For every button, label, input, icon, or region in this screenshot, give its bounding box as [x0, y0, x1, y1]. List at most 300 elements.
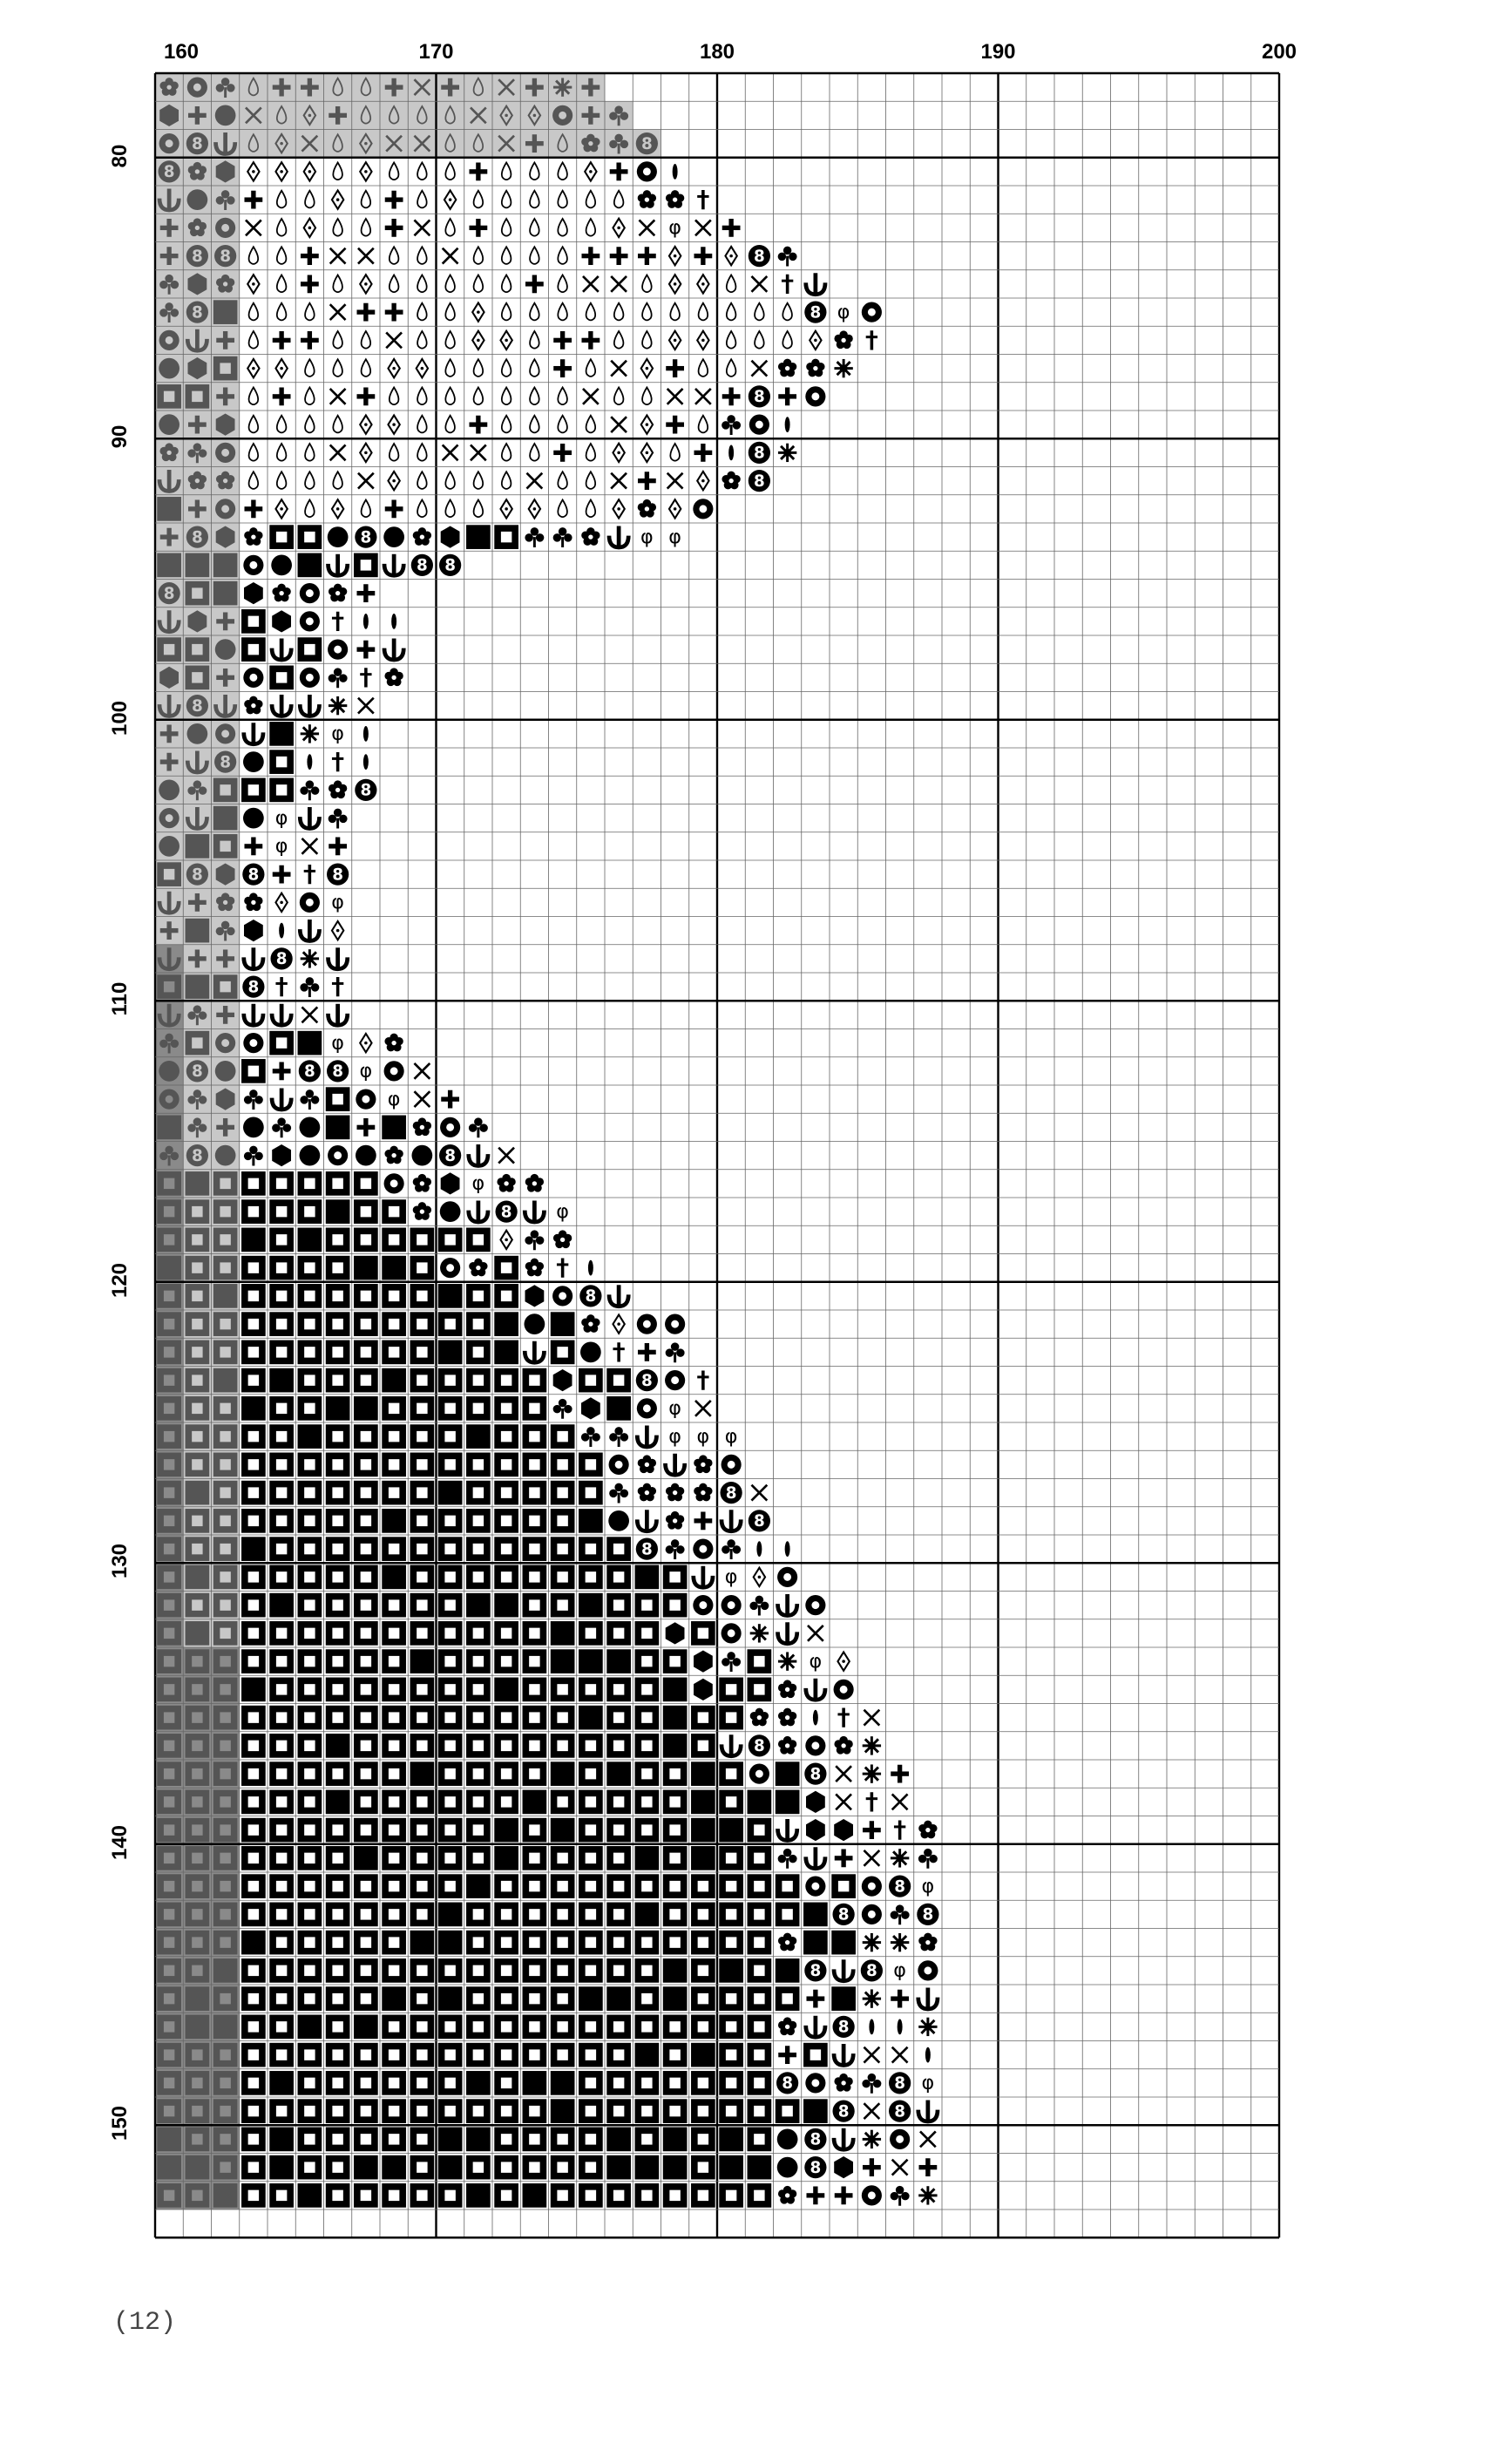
- svg-text:8: 8: [810, 1765, 822, 1784]
- pattern-cell: [606, 2043, 631, 2067]
- pattern-cell: [354, 2099, 378, 2123]
- svg-text:8: 8: [753, 472, 765, 491]
- pattern-cell: [212, 2069, 240, 2097]
- pattern-cell: [382, 1256, 406, 1280]
- pattern-cell: [269, 2071, 294, 2095]
- pattern-cell: [579, 1565, 603, 1590]
- pattern-cell: [523, 1958, 547, 1983]
- pattern-cell: [439, 554, 461, 576]
- pattern-cell: [663, 1565, 688, 1590]
- pattern-cell: [494, 1649, 518, 1673]
- pattern-cell: [354, 2071, 378, 2095]
- pattern-cell: [382, 1424, 406, 1449]
- pattern-cell: [438, 2155, 463, 2180]
- pattern-cell: [494, 1368, 518, 1393]
- pattern-cell: [438, 1761, 463, 1786]
- pattern-cell: [837, 301, 850, 323]
- pattern-cell: [183, 1310, 211, 1338]
- pattern-cell: [241, 2043, 266, 2067]
- pattern-cell: [633, 130, 661, 158]
- pattern-cell: [863, 2130, 881, 2148]
- svg-text:8: 8: [782, 2074, 794, 2094]
- pattern-cell: [243, 1117, 264, 1138]
- pattern-cell: [324, 130, 352, 158]
- pattern-cell: [155, 1816, 183, 1844]
- pattern-cell: [606, 2071, 631, 2095]
- pattern-cell: [862, 1904, 882, 1924]
- pattern-cell: [354, 1341, 378, 1365]
- pattern-cell: [494, 1621, 518, 1646]
- pattern-cell: [725, 1565, 738, 1588]
- pattern-cell: [212, 888, 240, 916]
- pattern-cell: [269, 1593, 294, 1618]
- pattern-cell: [492, 73, 520, 101]
- pattern-cell: [579, 2155, 603, 2180]
- pattern-cell: [438, 2183, 463, 2208]
- pattern-cell: [438, 1678, 463, 1702]
- pattern-cell: [155, 1760, 183, 1788]
- pattern-cell: [155, 73, 183, 101]
- pattern-cell: [212, 270, 240, 298]
- pattern-cell: [577, 101, 605, 129]
- pattern-cell: [663, 2128, 688, 2152]
- pattern-cell: [183, 2182, 211, 2209]
- pattern-cell: [298, 2099, 322, 2123]
- pattern-cell: [356, 1145, 376, 1166]
- pattern-cell: [183, 1479, 211, 1507]
- pattern-cell: [326, 1087, 350, 1111]
- pattern-cell: [155, 1844, 183, 1872]
- pattern-cell: [494, 1761, 518, 1786]
- pattern-cell: [606, 1761, 631, 1786]
- pattern-cell: [579, 2183, 603, 2208]
- pattern-cell: [298, 525, 322, 549]
- pattern-cell: [212, 1085, 240, 1113]
- pattern-cell: [922, 2072, 935, 2094]
- pattern-cell: [438, 1341, 463, 1365]
- pattern-cell: [551, 2099, 575, 2123]
- pattern-cell: [241, 2155, 266, 2180]
- pattern-cell: [183, 1085, 211, 1113]
- pattern-cell: [523, 1565, 547, 1590]
- pattern-cell: [352, 130, 380, 158]
- pattern-cell: [243, 668, 263, 688]
- pattern-cell: [241, 1284, 266, 1308]
- pattern-cell: [391, 614, 396, 629]
- pattern-cell: [439, 1144, 461, 1166]
- pattern-cell: [269, 1341, 294, 1365]
- pattern-cell: [438, 1846, 463, 1870]
- svg-text:8: 8: [585, 1287, 597, 1307]
- pattern-cell: [269, 1790, 294, 1815]
- pattern-cell: [155, 1535, 183, 1563]
- pattern-cell: [241, 1312, 266, 1336]
- pattern-cell: [241, 2183, 266, 2208]
- pattern-cell: [183, 1788, 211, 1816]
- pattern-cell: [776, 1790, 800, 1815]
- pattern-cell: [918, 2186, 937, 2204]
- pattern-cell: [269, 1903, 294, 1927]
- pattern-cell: [494, 1481, 518, 1505]
- grid-lines: [155, 73, 1279, 2237]
- pattern-cell: [410, 1284, 435, 1308]
- pattern-cell: [354, 2128, 378, 2152]
- pattern-cell: [212, 776, 240, 804]
- pattern-cell: [523, 1396, 547, 1421]
- pattern-cell: [494, 2183, 518, 2208]
- pattern-cell: [354, 1199, 378, 1224]
- pattern-cell: [410, 1706, 435, 1730]
- pattern-cell: [663, 1734, 688, 1758]
- pattern-cell: [834, 1680, 854, 1700]
- pattern-cell: [298, 2183, 322, 2208]
- svg-text:8: 8: [191, 1062, 203, 1082]
- pattern-cell: [776, 1958, 800, 1983]
- pattern-cell: [326, 1678, 350, 1702]
- pattern-cell: [212, 242, 240, 270]
- svg-text:φ: φ: [809, 1649, 823, 1673]
- pattern-cell: [691, 1761, 715, 1786]
- column-label: 180: [699, 40, 735, 64]
- pattern-cell: [494, 1903, 518, 1927]
- pattern-cell: [466, 1565, 491, 1590]
- pattern-cell: [354, 1621, 378, 1646]
- pattern-cell: [466, 1284, 491, 1308]
- pattern-cell: [635, 1903, 660, 1927]
- pattern-cell: [523, 2128, 547, 2152]
- pattern-cell: [606, 2099, 631, 2123]
- pattern-cell: [298, 2155, 322, 2180]
- pattern-cell: [466, 1986, 491, 2011]
- pattern-cell: [298, 1284, 322, 1308]
- pattern-cell: [635, 1874, 660, 1898]
- pattern-cell: [637, 1314, 657, 1334]
- pattern-cell: [776, 1986, 800, 2011]
- pattern-cell: [155, 1479, 183, 1507]
- pattern-cell: [466, 2183, 491, 2208]
- pattern-cell: [437, 73, 464, 101]
- pattern-cell: [551, 2128, 575, 2152]
- pattern-cell: [301, 949, 319, 967]
- pattern-cell: [494, 2043, 518, 2067]
- pattern-cell: [494, 1818, 518, 1843]
- pattern-cell: [326, 1790, 350, 1815]
- pattern-cell: [155, 1957, 183, 1985]
- pattern-cell: [776, 2099, 800, 2123]
- pattern-cell: [212, 720, 240, 748]
- pattern-cell: [212, 580, 240, 608]
- pattern-cell: [552, 1286, 572, 1306]
- pattern-cell: [922, 1875, 935, 1897]
- pattern-cell: [466, 2043, 491, 2067]
- pattern-cell: [212, 1338, 240, 1366]
- pattern-cell: [354, 1537, 378, 1561]
- pattern-cell: [212, 973, 240, 1001]
- pattern-cell: [805, 2073, 825, 2093]
- pattern-cell: [354, 1790, 378, 1815]
- pattern-cell: [523, 2155, 547, 2180]
- pattern-cell: [269, 1256, 294, 1280]
- pattern-cell: [155, 383, 183, 411]
- pattern-cell: [494, 1593, 518, 1618]
- pattern-cell: [183, 1957, 211, 1985]
- pattern-cell: [551, 1931, 575, 1955]
- pattern-cell: [326, 1903, 350, 1927]
- pattern-cell: [635, 1761, 660, 1786]
- pattern-cell: [183, 326, 211, 354]
- pattern-cell: [635, 1790, 660, 1815]
- pattern-cell: [494, 2015, 518, 2040]
- pattern-cell: [606, 2015, 631, 2040]
- pattern-cell: [354, 1734, 378, 1758]
- pattern-cell: [155, 832, 183, 860]
- pattern-cell: [241, 1059, 266, 1083]
- row-label: 80: [108, 144, 132, 168]
- pattern-cell: [269, 1228, 294, 1252]
- svg-text:8: 8: [191, 303, 203, 322]
- pattern-cell: [410, 1424, 435, 1449]
- pattern-cell: [756, 1541, 762, 1557]
- pattern-cell: [831, 1931, 856, 1955]
- pattern-cell: [183, 1142, 211, 1170]
- pattern-cell: [356, 1089, 376, 1110]
- pattern-cell: [183, 186, 211, 214]
- pattern-cell: [155, 804, 183, 832]
- pattern-cell: [326, 1171, 350, 1196]
- svg-text:8: 8: [865, 1962, 877, 1981]
- pattern-cell: [466, 1312, 491, 1336]
- pattern-cell: [155, 1142, 183, 1170]
- svg-text:8: 8: [837, 2018, 850, 2037]
- pattern-cell: [635, 2071, 660, 2095]
- pattern-cell: [242, 864, 264, 886]
- pattern-cell: [183, 663, 211, 691]
- pattern-cell: [299, 1060, 321, 1082]
- pattern-cell: [328, 526, 349, 547]
- pattern-cell: [326, 1565, 350, 1590]
- pattern-cell: [269, 1565, 294, 1590]
- pattern-cell: [241, 1228, 266, 1252]
- pattern-cell: [410, 1931, 435, 1955]
- pattern-cell: [412, 1145, 433, 1166]
- pattern-cell: [382, 2155, 406, 2180]
- pattern-cell: [691, 2015, 715, 2040]
- pattern-cell: [749, 385, 770, 407]
- pattern-cell: [183, 1198, 211, 1225]
- svg-text:8: 8: [247, 865, 260, 885]
- pattern-cell: [326, 1761, 350, 1786]
- pattern-cell: [663, 2099, 688, 2123]
- pattern-cell: [523, 1818, 547, 1843]
- pattern-cell: [785, 1541, 790, 1557]
- pattern-cell: [183, 580, 211, 608]
- pattern-cell: [663, 1874, 688, 1898]
- pattern-cell: [155, 1057, 183, 1085]
- pattern-cell: [354, 1846, 378, 1870]
- pattern-cell: [382, 1228, 406, 1252]
- pattern-cell: [183, 551, 211, 579]
- pattern-cell: [466, 1509, 491, 1533]
- pattern-cell: [183, 1225, 211, 1253]
- pattern-cell: [212, 1367, 240, 1395]
- pattern-cell: [183, 242, 211, 270]
- pattern-cell: [691, 2128, 715, 2152]
- pattern-cell: [383, 526, 404, 547]
- pattern-cell: [551, 1341, 575, 1365]
- pattern-cell: [861, 1959, 883, 1981]
- pattern-cell: [606, 1593, 631, 1618]
- pattern-cell: [298, 1312, 322, 1336]
- pattern-cell: [212, 1900, 240, 1928]
- pattern-cell: [212, 1760, 240, 1788]
- pattern-cell: [523, 1678, 547, 1702]
- pattern-cell: [466, 1818, 491, 1843]
- pattern-cell: [492, 101, 520, 129]
- pattern-cell: [354, 1256, 378, 1280]
- pattern-cell: [464, 101, 492, 129]
- pattern-cell: [893, 1959, 906, 1982]
- pattern-cell: [748, 1846, 772, 1870]
- pattern-cell: [155, 101, 183, 129]
- pattern-cell: [155, 551, 183, 579]
- pattern-cell: [300, 611, 320, 631]
- pattern-cell: [579, 1481, 603, 1505]
- pattern-cell: [551, 1846, 575, 1870]
- pattern-cell: [891, 1849, 909, 1867]
- pattern-cell: [410, 1874, 435, 1898]
- pattern-cell: [243, 751, 264, 772]
- pattern-cell: [719, 1818, 743, 1843]
- pattern-cell: [588, 1260, 593, 1276]
- pattern-cell: [155, 1900, 183, 1928]
- pattern-cell: [269, 1199, 294, 1224]
- pattern-cell: [693, 1539, 713, 1559]
- svg-text:8: 8: [894, 2102, 906, 2121]
- pattern-cell: [579, 1818, 603, 1843]
- pattern-cell: [721, 1482, 742, 1504]
- pattern-cell: [551, 1790, 575, 1815]
- pattern-cell: [579, 1649, 603, 1673]
- pattern-cell: [523, 1790, 547, 1815]
- pattern-cell: [579, 1986, 603, 2011]
- pattern-cell: [549, 130, 577, 158]
- pattern-cell: [523, 1424, 547, 1449]
- pattern-cell: [155, 692, 183, 720]
- pattern-cell: [380, 73, 408, 101]
- svg-text:8: 8: [191, 696, 203, 716]
- svg-text:8: 8: [753, 388, 765, 407]
- pattern-cell: [183, 270, 211, 298]
- pattern-cell: [691, 2071, 715, 2095]
- pattern-cell: [635, 1986, 660, 2011]
- pattern-cell: [300, 893, 320, 913]
- pattern-cell: [889, 2072, 911, 2094]
- pattern-cell: [803, 2099, 828, 2123]
- pattern-cell: [863, 1933, 881, 1952]
- pattern-cell: [269, 750, 294, 774]
- pattern-cell: [579, 1874, 603, 1898]
- pattern-cell: [269, 1874, 294, 1898]
- pattern-cell: [606, 1958, 631, 1983]
- pattern-cell: [298, 1649, 322, 1673]
- pattern-cell: [212, 298, 240, 326]
- pattern-cell: [438, 1509, 463, 1533]
- pattern-cell: [269, 2155, 294, 2180]
- pattern-cell: [269, 2099, 294, 2123]
- pattern-cell: [241, 1846, 266, 1870]
- pattern-cell: [438, 1453, 463, 1477]
- pattern-cell: [410, 1593, 435, 1618]
- pattern-cell: [155, 748, 183, 776]
- pattern-cell: [748, 2155, 772, 2180]
- pattern-cell: [326, 2099, 350, 2123]
- pattern-cell: [523, 1903, 547, 1927]
- pattern-cell: [410, 2155, 435, 2180]
- pattern-cell: [663, 1846, 688, 1870]
- svg-text:8: 8: [725, 1483, 737, 1503]
- svg-text:8: 8: [191, 134, 203, 153]
- pattern-cell: [523, 1734, 547, 1758]
- pattern-cell: [606, 1621, 631, 1646]
- pattern-cell: [382, 2099, 406, 2123]
- pattern-cell: [212, 1254, 240, 1282]
- pattern-cell: [183, 917, 211, 945]
- pattern-cell: [241, 1734, 266, 1758]
- pattern-cell: [155, 467, 183, 495]
- pattern-cell: [326, 1424, 350, 1449]
- pattern-cell: [212, 804, 240, 832]
- pattern-cell: [728, 445, 734, 460]
- pattern-cell: [551, 2183, 575, 2208]
- svg-text:φ: φ: [331, 891, 344, 914]
- pattern-cell: [382, 1199, 406, 1224]
- pattern-cell: [155, 635, 183, 663]
- pattern-cell: [606, 2128, 631, 2152]
- pattern-cell: [155, 580, 183, 608]
- pattern-cell: [354, 1903, 378, 1927]
- pattern-cell: [440, 1258, 460, 1278]
- svg-text:8: 8: [332, 1062, 344, 1082]
- pattern-cell: [212, 130, 240, 158]
- pattern-cell: [155, 2182, 183, 2209]
- svg-text:φ: φ: [724, 1424, 738, 1448]
- pattern-cell: [183, 101, 211, 129]
- pattern-cell: [382, 1537, 406, 1561]
- pattern-cell: [438, 1706, 463, 1730]
- pattern-cell: [523, 1706, 547, 1730]
- pattern-cell: [523, 2043, 547, 2067]
- pattern-cell: [155, 2125, 183, 2153]
- pattern-cell: [298, 1818, 322, 1843]
- pattern-cell: [298, 1931, 322, 1955]
- pattern-cell: [750, 1624, 769, 1642]
- pattern-cell: [268, 130, 295, 158]
- svg-text:φ: φ: [696, 1424, 710, 1448]
- svg-text:φ: φ: [471, 1171, 485, 1195]
- pattern-cell: [382, 1790, 406, 1815]
- svg-text:φ: φ: [921, 2071, 935, 2094]
- pattern-cell: [668, 1397, 681, 1420]
- pattern-cell: [382, 1818, 406, 1843]
- pattern-cell: [298, 1537, 322, 1561]
- pattern-cell: [352, 73, 380, 101]
- pattern-cell: [269, 1621, 294, 1646]
- pattern-cell: [326, 1368, 350, 1393]
- pattern-cell: [438, 1958, 463, 1983]
- pattern-cell: [212, 326, 240, 354]
- pattern-cell: [831, 1986, 856, 2011]
- pattern-cell: [183, 1900, 211, 1928]
